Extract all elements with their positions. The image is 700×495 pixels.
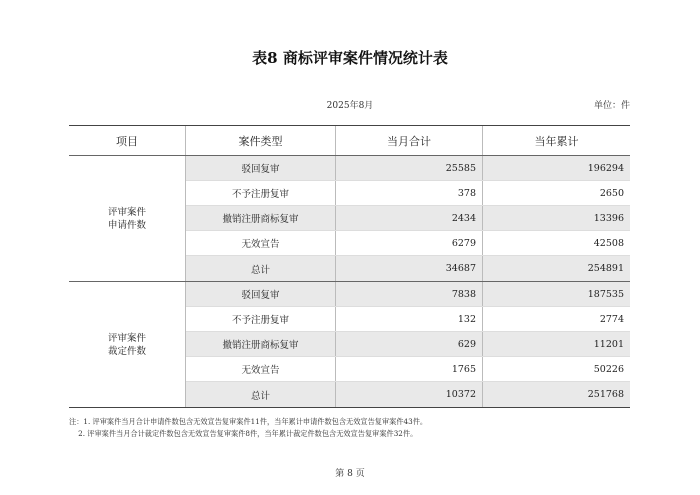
case-type-cell: 撤销注册商标复审 [186, 206, 336, 230]
table-row [186, 256, 630, 281]
case-type-cell: 驳回复审 [186, 156, 336, 180]
group-name [69, 282, 186, 407]
table-row [186, 156, 630, 181]
month-total-cell: 6279 [336, 231, 483, 255]
note-line: 注：1. 评审案件当月合计申请件数包含无效宣告复审案件11件，当年累计申请件数包含无效宣告复审案件43件。 [69, 417, 428, 426]
year-total-cell: 2650 [599, 187, 624, 199]
month-total-cell: 1765 [336, 357, 483, 381]
month-total-cell: 34687 [336, 256, 483, 281]
month-total-cell: 629 [336, 332, 483, 356]
header-case-type: 案件类型 [186, 126, 336, 155]
note-line: 2. 评审案件当月合计裁定件数包含无效宣告复审案件8件，当年累计裁定件数包含无效宣告复审案件32件。 [69, 429, 418, 438]
month-total-cell: 7838 [336, 282, 483, 306]
year-total-cell: 42508 [593, 237, 624, 249]
year-total-cell: 13396 [593, 212, 624, 224]
month-total-cell: 10372 [336, 382, 483, 407]
case-type-cell: 无效宣告 [186, 231, 336, 255]
header-month-total: 当月合计 [336, 126, 483, 155]
year-total-cell: 2774 [599, 313, 624, 325]
year-total-cell: 50226 [593, 363, 624, 375]
group-name-line: 评审案件 [107, 206, 146, 218]
group-name-line: 申请件数 [107, 219, 146, 231]
month-total-cell: 2434 [336, 206, 483, 230]
year-total-cell: 187535 [587, 288, 624, 300]
group-decisions [69, 282, 630, 407]
header-project: 项目 [69, 126, 186, 155]
table-row [186, 282, 630, 307]
month-total-cell: 25585 [336, 156, 483, 180]
statistics-table [69, 125, 630, 408]
case-type-cell: 驳回复审 [186, 282, 336, 306]
report-date: 2025年8月 [326, 101, 374, 111]
header-year-total: 当年累计 [534, 134, 579, 148]
page-number: 第 8 页 [335, 469, 365, 479]
table-row [186, 307, 630, 332]
month-total-cell: 378 [336, 181, 483, 205]
case-type-cell: 撤销注册商标复审 [186, 332, 336, 356]
table-row [186, 357, 630, 382]
page-title: 表8 商标评审案件情况统计表 [252, 49, 448, 67]
group-name-line: 裁定件数 [107, 345, 146, 357]
table-row [186, 231, 630, 256]
table-notes [69, 416, 669, 440]
group-name-line: 评审案件 [107, 332, 146, 344]
case-type-cell: 不予注册复审 [186, 181, 336, 205]
table-row [186, 181, 630, 206]
year-total-cell: 251768 [587, 389, 624, 400]
year-total-cell: 196294 [587, 162, 624, 174]
year-total-cell: 11201 [593, 338, 624, 350]
case-type-cell: 总计 [186, 382, 336, 407]
year-total-cell: 254891 [587, 263, 624, 274]
group-name [69, 156, 186, 281]
unit-label: 单位：件 [593, 101, 630, 111]
month-total-cell: 132 [336, 307, 483, 331]
group-applications [69, 156, 630, 282]
table-row [186, 382, 630, 407]
table-header-row [69, 126, 630, 156]
case-type-cell: 不予注册复审 [186, 307, 336, 331]
table-row [186, 332, 630, 357]
case-type-cell: 无效宣告 [186, 357, 336, 381]
case-type-cell: 总计 [186, 256, 336, 281]
table-row [186, 206, 630, 231]
